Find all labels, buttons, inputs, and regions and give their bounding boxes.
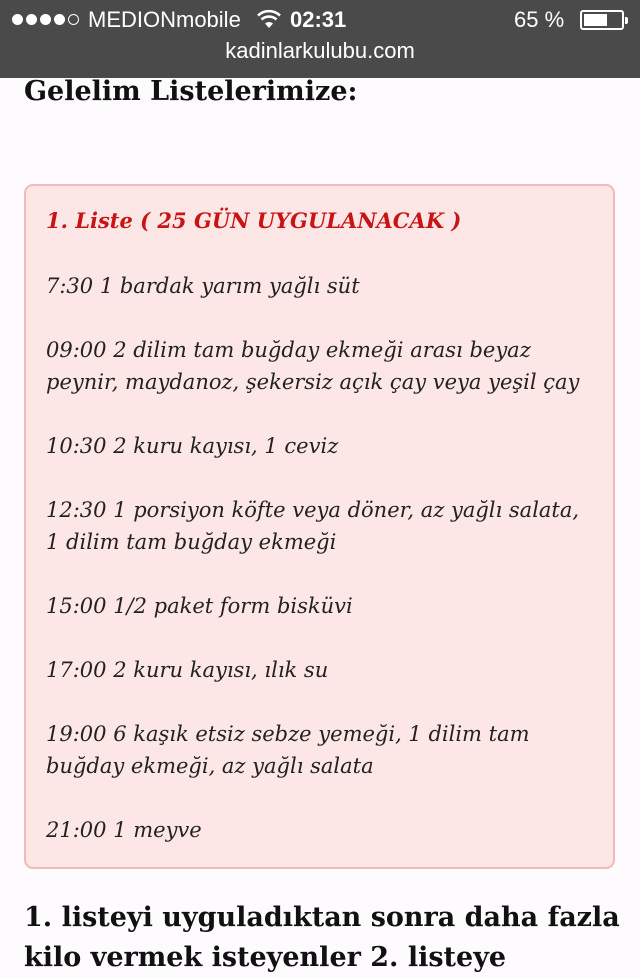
signal-strength-icon [12,14,79,25]
signal-dot [40,14,51,25]
signal-dot [26,14,37,25]
status-bar [0,0,640,40]
list-item: 10:30 2 kuru kayısı, 1 ceviz [46,434,339,458]
list-item: 19:00 6 kaşık etsiz sebze yemeği, 1 dilim tam buğday ekmeği, az yağlı salata [46,722,530,778]
list-item: 12:30 1 porsiyon köfte veya döner, az yağlı salata, 1 dilim tam buğday ekmeği [46,498,580,554]
battery-icon [580,10,624,30]
status-time: 02:31 [290,7,347,32]
signal-dot-empty [68,14,79,25]
signal-dot [12,14,23,25]
list-item: 7:30 1 bardak yarım yağlı süt [46,274,360,298]
list-item: 15:00 1/2 paket form bisküvi [46,594,353,618]
battery-percent: 65 % [514,7,565,32]
address-bar-url[interactable]: kadinlarkulubu.com [225,38,415,63]
battery-nub [625,17,628,24]
list-title: 1. Liste ( 25 GÜN UYGULANACAK ) [46,208,462,233]
wifi-icon [256,9,282,35]
diet-list-card [24,184,615,869]
following-paragraph: 1. listeyi uyguladıktan sonra daha fazla kilo vermek isteyenler 2. listeye [24,902,620,973]
browser-top-bar [0,0,640,78]
list-item: 09:00 2 dilim tam buğday ekmeği arası beyaz peynir, maydanoz, şekersiz açık çay veya yeşil çay [46,338,580,394]
list-item: 17:00 2 kuru kayısı, ılık su [46,658,329,682]
battery-fill [584,14,607,26]
carrier-name: MEDIONmobile [88,7,241,32]
list-item: 21:00 1 meyve [46,818,202,842]
section-heading: Gelelim Listelerimize: [24,76,358,107]
signal-dot [54,14,65,25]
